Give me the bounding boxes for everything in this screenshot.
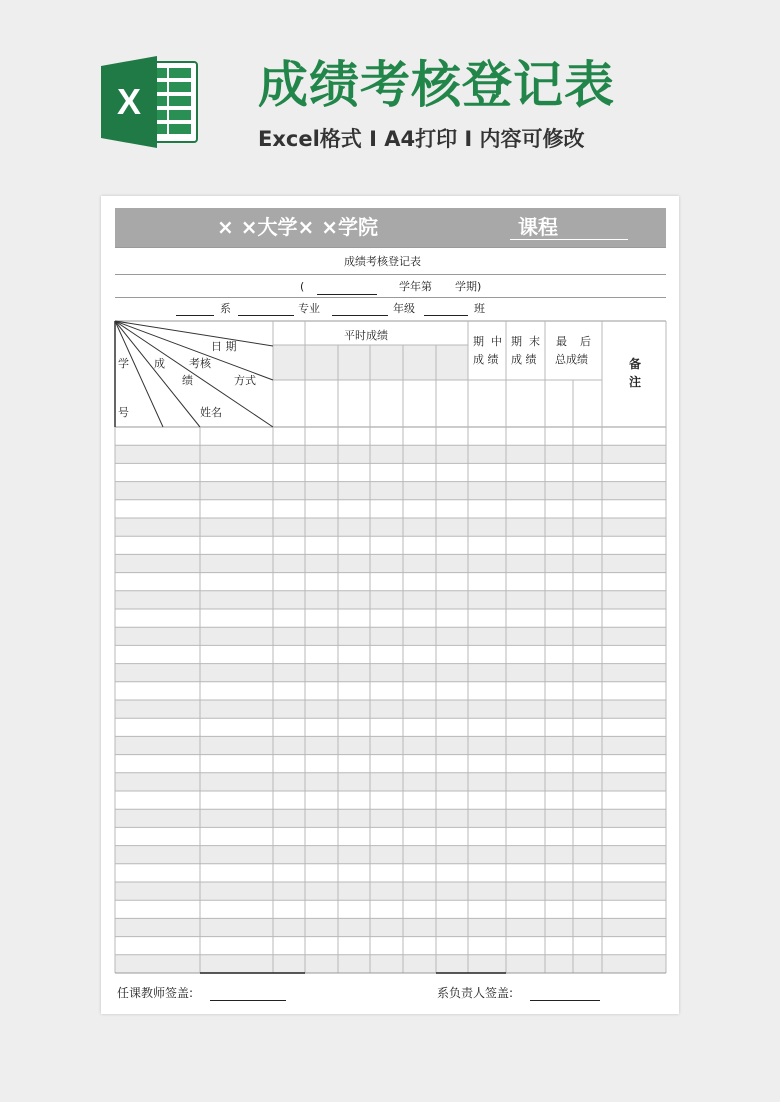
banner-course: 课程 — [518, 215, 558, 239]
table-row-stripe — [115, 627, 666, 645]
table-row-stripe — [115, 554, 666, 572]
hdr-mid-a: 期 — [473, 335, 484, 348]
hdr-mid-b: 中 — [491, 335, 502, 348]
term-year: 学年第 — [399, 280, 432, 293]
table-row-stripe — [115, 736, 666, 754]
teacher-signature-label: 任课教师签盖: — [117, 986, 194, 1000]
poster-subtitle: Excel格式 I A4打印 I 内容可修改 — [258, 127, 585, 151]
dept-head-signature-blank — [530, 1000, 600, 1001]
table-row-stripe — [115, 482, 666, 500]
hdr-remark-1: 备 — [629, 357, 642, 371]
table-row-stripe — [115, 664, 666, 682]
hdr-student-2: 号 — [118, 406, 129, 419]
hdr-final-c: 成 绩 — [511, 353, 537, 366]
diag-split-line — [115, 321, 273, 346]
grade-label: 年级 — [393, 302, 415, 315]
table-row-stripe — [115, 955, 666, 973]
hdr-method-1: 考核 — [189, 357, 211, 370]
hdr-date: 日 期 — [211, 340, 237, 353]
table-row-stripe — [115, 846, 666, 864]
hdr-score-2: 绩 — [182, 374, 193, 387]
table-row-stripe — [115, 809, 666, 827]
table-row-stripe — [115, 591, 666, 609]
hdr-usual: 平时成绩 — [344, 329, 388, 342]
class-label: 班 — [474, 302, 485, 315]
hdr-total-c: 总成绩 — [555, 353, 588, 366]
dept-head-signature-label: 系负责人签盖: — [437, 986, 514, 1000]
hdr-mid-c: 成 绩 — [473, 353, 499, 366]
hdr-name: 姓名 — [200, 406, 222, 419]
table-row-stripe — [115, 882, 666, 900]
poster-title: 成绩考核登记表 — [258, 56, 615, 114]
table-row-stripe — [115, 773, 666, 791]
teacher-signature-blank — [210, 1000, 286, 1001]
hdr-total-b: 后 — [580, 335, 591, 348]
form-title: 成绩考核登记表 — [344, 255, 421, 268]
major-label: 专业 — [298, 302, 320, 315]
table-row-stripe — [115, 518, 666, 536]
hdr-final-a: 期 — [511, 335, 522, 348]
hdr-method-2: 方式 — [234, 374, 256, 387]
table-row-stripe — [115, 700, 666, 718]
hdr-remark-2: 注 — [629, 375, 642, 389]
dept-label: 系 — [220, 302, 231, 315]
table-row-stripe — [115, 918, 666, 936]
table-row-stripe — [115, 445, 666, 463]
banner-school: × ×大学× ×学院 — [217, 215, 378, 239]
hdr-student-1: 学 — [118, 357, 129, 370]
term-close: 学期) — [455, 280, 482, 293]
hdr-total-a: 最 — [556, 335, 567, 348]
logo-letter: X — [116, 81, 142, 122]
hdr-score-1: 成 — [154, 357, 165, 370]
term-open: ( — [300, 280, 305, 293]
hdr-final-b: 末 — [529, 335, 540, 348]
